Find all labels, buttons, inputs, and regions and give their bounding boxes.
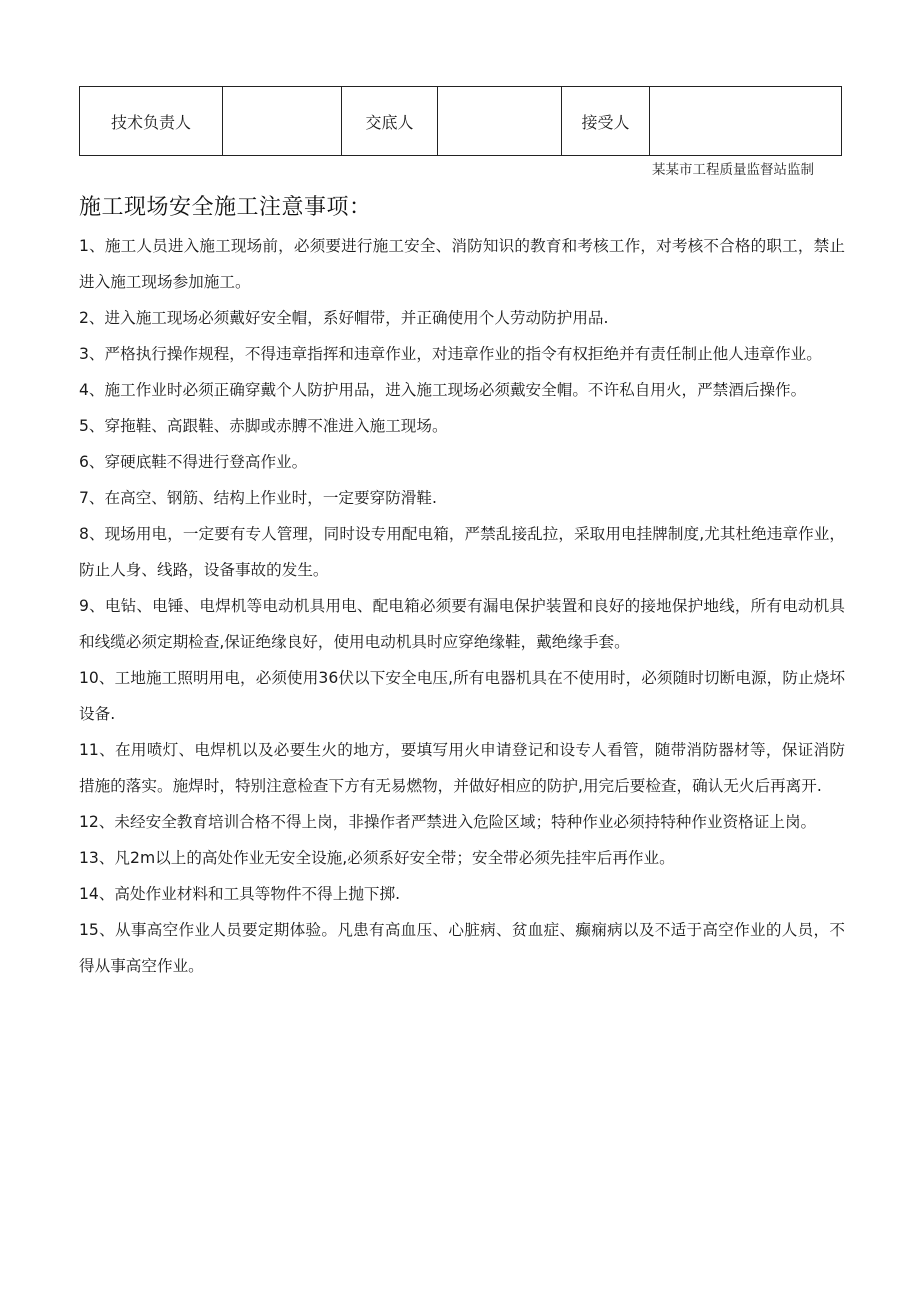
tech-lead-signature-field[interactable] (223, 87, 342, 156)
list-item: 8、现场用电，一定要有专人管理，同时设专用配电箱，严禁乱接乱拉，采取用电挂牌制度,尤其杜绝违章作业，防止人身、线路，设备事故的发生。 (79, 525, 845, 579)
list-item: 13、凡2m以上的高处作业无安全设施,必须系好安全带；安全带必须先挂牢后再作业。 (79, 849, 675, 867)
briefer-signature-field[interactable] (438, 87, 562, 156)
recipient-label: 接受人 (562, 87, 650, 156)
list-item: 6、穿硬底鞋不得进行登高作业。 (79, 453, 308, 471)
recipient-signature-field[interactable] (650, 87, 842, 156)
list-item: 4、施工作业时必须正确穿戴个人防护用品，进入施工现场必须戴安全帽。不许私自用火，严禁酒后操作。 (79, 381, 807, 399)
list-item: 7、在高空、钢筋、结构上作业时，一定要穿防滑鞋. (79, 489, 437, 507)
signature-row (80, 87, 842, 156)
safety-items-list (79, 228, 845, 984)
section-title: 施工现场安全施工注意事项： (79, 195, 372, 220)
signature-table (79, 86, 842, 156)
list-item: 11、在用喷灯、电焊机以及必要生火的地方，要填写用火申请登记和设专人看管，随带消防器材等，保证消防措施的落实。施焊时，特别注意检查下方有无易燃物，并做好相应的防护,用完后要检查，确认无火后再离开. (79, 741, 845, 795)
list-item: 15、从事高空作业人员要定期体验。凡患有高血压、心脏病、贫血症、癫痫病以及不适于高空作业的人员，不得从事高空作业。 (79, 921, 845, 975)
list-item: 1、施工人员进入施工现场前，必须要进行施工安全、消防知识的教育和考核工作，对考核不合格的职工，禁止进入施工现场参加施工。 (79, 237, 845, 291)
list-item: 10、工地施工照明用电，必须使用36伏以下安全电压,所有电器机具在不使用时，必须随时切断电源，防止烧坏设备. (79, 669, 845, 723)
list-item: 3、严格执行操作规程，不得违章指挥和违章作业，对违章作业的指令有权拒绝并有责任制止他人违章作业。 (79, 345, 822, 363)
tech-lead-label: 技术负责人 (80, 87, 223, 156)
briefer-label: 交底人 (342, 87, 438, 156)
supervisor-note: 某某市工程质量监督站监制 (652, 162, 814, 178)
list-item: 14、高处作业材料和工具等物件不得上抛下掷. (79, 885, 401, 903)
list-item: 9、电钻、电锤、电焊机等电动机具用电、配电箱必须要有漏电保护装置和良好的接地保护地线，所有电动机具和线缆必须定期检查,保证绝缘良好，使用电动机具时应穿绝缘鞋，戴绝缘手套。 (79, 597, 845, 651)
list-item: 2、进入施工现场必须戴好安全帽，系好帽带，并正确使用个人劳动防护用品. (79, 309, 609, 327)
list-item: 5、穿拖鞋、高跟鞋、赤脚或赤膊不准进入施工现场。 (79, 417, 448, 435)
list-item: 12、未经安全教育培训合格不得上岗，非操作者严禁进入危险区域；特种作业必须持特种作业资格证上岗。 (79, 813, 817, 831)
